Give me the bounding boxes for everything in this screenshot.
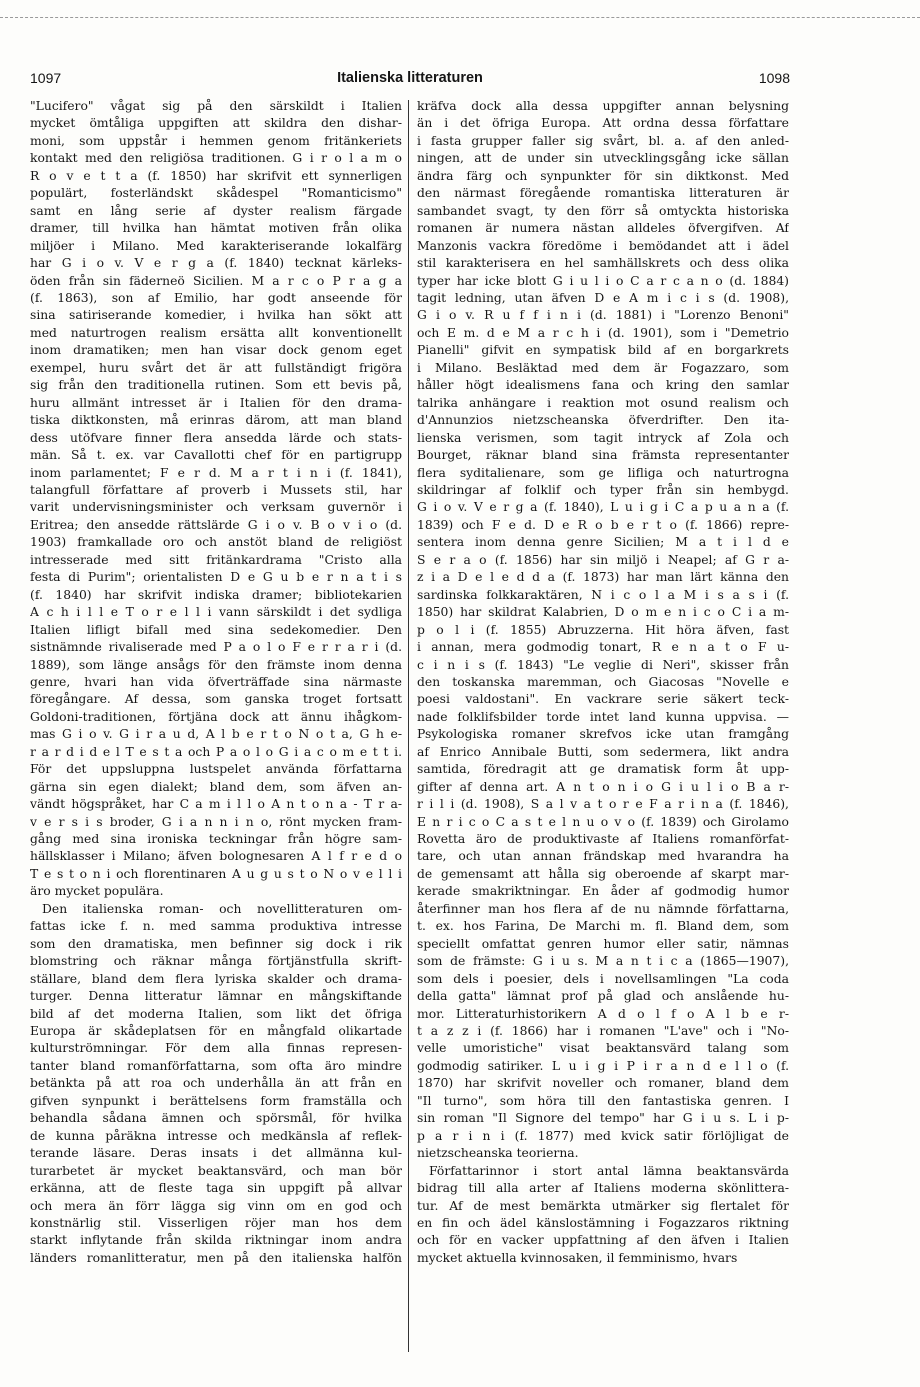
text-line: blomstring och räknar många förtjänstfulla skrift-	[30, 954, 402, 969]
text-line: huru allmänt intresset är i Italien för den drama-	[30, 395, 402, 410]
text-line: återfinner man hos flera af de nu nämnde författarna,	[417, 901, 789, 916]
text-line: E n r i c o C a s t e l n u o v o (f. 1839) och Girolamo	[417, 814, 789, 829]
text-line: p a r i n i (f. 1877) med kvick satir förlöjligat de	[417, 1128, 789, 1143]
text-line: med naturtrogen realism ersätta allt konventionellt	[30, 325, 402, 340]
text-line: än i det öfriga Europa. Att ordna dessa författare	[417, 116, 789, 131]
text-line: dramer, till hvilka han hämtat motiven från olika	[30, 221, 402, 236]
text-line: tagit ledning, utan äfven D e A m i c i s (d. 1908),	[417, 290, 789, 305]
text-line: inom dramatiken; men han visar dock genom eget	[30, 343, 402, 358]
text-line: lienska verismen, som tagit intryck af Zola och	[417, 430, 789, 445]
text-line: i annan, mera godmodig tonart, R e n a t o F u-	[417, 640, 789, 655]
text-line: öden från sin fäderneö Sicilien. M a r c o P r a g a	[30, 273, 402, 288]
text-line: tur. Af de mest bemärkta utmärker sig flertalet för	[417, 1198, 789, 1213]
text-line: della gatta" lämnat prof på glad och anslående hu-	[417, 989, 789, 1004]
text-line: hällsklasser i Milano; äfven bolognesaren A l f r e d o	[30, 849, 402, 864]
text-line: populärt, fosterländskt skådespel "Romanticismo"	[30, 186, 402, 201]
text-line: ändra färg och synpunkter för sin diktkonst. Med	[417, 168, 789, 183]
text-line: speciellt omfattat genren humor eller satir, nämnas	[417, 936, 789, 951]
text-line: (f. 1863), son af Emilio, har godt anseende för	[30, 290, 402, 305]
text-line: 1839) och F e d. D e R o b e r t o (f. 1866) repre-	[417, 517, 789, 532]
text-line: har G i o v. V e r g a (f. 1840) tecknat kärleks-	[30, 256, 402, 271]
text-line: godmodig satiriker. L u i g i P i r a n d e l l o (f.	[417, 1058, 789, 1073]
text-line: Författarinnor i stort antal lämna beaktansvärda	[429, 1163, 789, 1178]
text-line: sambandet svagt, ty den förr så omtyckta historiska	[417, 203, 789, 218]
text-line: typer har icke blott G i u l i o C a r c a n o (d. 1884)	[417, 273, 789, 288]
text-line: af Enrico Annibale Butti, som sedermera, likt andra	[417, 744, 789, 759]
text-line: kerade smakriktningar. En åder af godmodig humor	[417, 884, 789, 899]
text-line: ställare, bland dem flera lyriska skalder och drama-	[30, 971, 402, 986]
text-line: samtida, föredragit att ge dramatisk form åt upp-	[417, 762, 789, 777]
text-line: nade folklifsbilder torde intet land kunna uppvisa. —	[417, 709, 789, 724]
page-number-right: 1098	[758, 70, 790, 86]
text-line: Pianelli" gifvit en sympatisk bild af en borgarkrets	[417, 343, 789, 358]
text-line: Italien lifligt bifall med sina sedekomedier. Den	[30, 622, 402, 637]
text-line: S e r a o (f. 1856) har sin miljö i Neapel; af G r a-	[417, 552, 789, 567]
text-line: Eritrea; den ansedde rättslärde G i o v. B o v i o (d.	[30, 517, 402, 532]
text-line: exempel, huru svårt det är att fullständigt frigöra	[30, 360, 402, 375]
column-divider	[408, 100, 409, 1352]
text-line: terande läsare. Deras insats i det allmänna kul-	[30, 1146, 402, 1161]
text-line: kontakt med den religiösa traditionen. G i r o l a m o	[30, 151, 402, 166]
text-line: z i a D e l e d d a (f. 1873) har man lärt känna den	[417, 570, 789, 585]
text-line: i Milano. Besläktad med dem är Fogazzaro, som	[417, 360, 789, 375]
text-line: t. ex. hos Farina, De Marchi m. fl. Bland dem, som	[417, 919, 789, 934]
text-line: sistnämnde rivaliserade med P a o l o F e r r a r i (d.	[30, 640, 402, 655]
text-line: varit undervisningsminister och verksam guvernör i	[30, 500, 402, 515]
text-line: gifven synpunkt i berättelsens form framställa och	[30, 1093, 402, 1108]
text-line: de kunna påräkna intresse och medkänsla af reflek-	[30, 1128, 402, 1143]
text-line: turger. Denna litteratur lämnar en mångskiftande	[30, 989, 402, 1004]
text-line: kulturströmningar. För dem alla finnas represen-	[30, 1041, 402, 1056]
text-line: Den italienska roman- och novellitteraturen om-	[42, 901, 402, 916]
text-line: som dels i poesier, dels i novellsamlingen "La coda	[417, 971, 789, 986]
text-line: och E m. d e M a r c h i (d. 1901), som i "Demetrio	[417, 325, 789, 340]
text-line: miljöer i Milano. Med karakteriserande lokalfärg	[30, 238, 402, 253]
text-line: de gemensamt att hålla sig oberoende af skarpt mar-	[417, 866, 789, 881]
text-line: Psykologiska romaner skrefvos icke utan framgång	[417, 727, 789, 742]
text-line: r a r d i d e l T e s t a och P a o l o G i a c o m e t t i.	[30, 744, 402, 759]
text-line: G i o v. R u f f i n i (d. 1881) i "Lorenzo Benoni"	[417, 308, 789, 323]
text-line: mor. Litteraturhistorikern A d o l f o A l b e r-	[417, 1006, 789, 1021]
text-line: 1850) har skildrat Kalabrien, D o m e n i c o C i a m-	[417, 605, 789, 620]
text-line: mycket aktuella kvinnosaken, il femminismo, hvars	[417, 1250, 738, 1265]
text-line: sardinska folkkaraktären, N i c o l a M i s a s i (f.	[417, 587, 789, 602]
text-line: "Lucifero" vågat sig på den särskildt i Italien	[30, 99, 402, 113]
text-line: c i n i s (f. 1843) "Le veglie di Neri", skisser från	[417, 657, 789, 672]
text-line: d'Annunzios nietzscheanska öfverdrifter. Den ita-	[417, 413, 789, 428]
text-line: bild af det moderna Italien, som likt det öfriga	[30, 1006, 402, 1021]
text-line: ningen, att de under sin utvecklingsgång icke sällan	[417, 151, 789, 166]
text-line: Europa är skådeplatsen för en mångfald olikartade	[30, 1024, 402, 1039]
text-line: romanen är numera nästan alldeles öfvergifven. Af	[417, 221, 789, 236]
text-line: festa di Purim"; orientalisten D e G u b e r n a t i s	[30, 570, 402, 585]
text-line: Manzonis vackra föredöme i bemödandet att i ädel	[417, 238, 789, 253]
text-line: tiska diktkonsten, må erinras därom, att man bland	[30, 413, 402, 428]
text-line: moni, som uppstår i hemmen genom fritänkeriets	[30, 133, 402, 148]
text-line: G i o v. V e r g a (f. 1840), L u i g i C a p u a n a (f.	[417, 500, 789, 515]
text-line: 1903) framkallade oro och anstöt bland de religiöst	[30, 535, 402, 550]
left-column	[30, 98, 402, 1267]
text-line: håller högt idealismens fana och kring den samlar	[417, 378, 789, 393]
text-line: För det uppsluppna lustspelet använda författarna	[30, 762, 402, 777]
right-column	[417, 98, 789, 1267]
text-line: turarbetet är mycket beaktansvärd, och man bör	[30, 1163, 402, 1178]
text-line: fattas icke f. n. med samma produktiva intresse	[30, 919, 402, 934]
text-line: 1870) har skrifvit noveller och romaner, bland dem	[417, 1076, 789, 1091]
text-line: t a z z i (f. 1866) har i romanen "L'ave" och i "No-	[417, 1024, 789, 1039]
text-line: stil karakterisera en hel samhällskrets och dess olika	[417, 256, 789, 271]
text-line: dess utöfvare finner flera ansedda lärde och stats-	[30, 430, 402, 445]
text-line: "Il turno", som höra till den fantastiska genren. I	[417, 1093, 789, 1108]
text-line: (f. 1840) har skrifvit indiska dramer; bibliotekarien	[30, 587, 402, 602]
text-line: länders romanlitteratur, men på den italienska halfön	[30, 1250, 402, 1265]
text-line: behandla sådana ämnen och spörsmål, för hvilka	[30, 1111, 402, 1126]
text-line: en fin och ädel känslostämning i Fogazzaros riktning	[417, 1216, 789, 1230]
text-line: R o v e t t a (f. 1850) har skrifvit ett synnerligen	[30, 168, 402, 183]
text-line: samt en lång serie af dyster realism färgade	[30, 203, 402, 218]
text-line: gifter af denna art. A n t o n i o G i u l i o B a r-	[417, 779, 789, 794]
text-line: konstnärlig stil. Visserligen röjer man hos dem	[30, 1216, 402, 1230]
text-line: och för en vacker uppfattning af den äfven i Italien	[417, 1233, 789, 1248]
text-line: flera syditalienare, som ge lifliga och naturtrogna	[417, 465, 789, 480]
text-line: 1889), som länge ansågs för den främste inom denna	[30, 657, 402, 672]
text-line: Bourget, räknar bland sina främsta representanter	[417, 448, 789, 463]
text-line: den toskanska maremman, och Giacosas "Novelle e	[417, 674, 789, 689]
text-line: sentera inom denna genre Sicilien; M a t i l d e	[417, 535, 789, 550]
text-line: bidrag till alla arter af Italiens moderna skönlittera-	[417, 1181, 789, 1196]
text-line: v e r s i s broder, G i a n n i n o, rönt mycken fram-	[30, 814, 402, 829]
text-line: A c h i l l e T o r e l l i vann särskildt i det sydliga	[30, 605, 402, 620]
text-line: T e s t o n i och florentinaren A u g u s t o N o v e l l i	[30, 866, 402, 881]
text-line: velle umoristiche" visat beaktansvärd talang som	[417, 1041, 789, 1056]
page-header	[30, 70, 790, 90]
text-line: gärna sin egen dialekt; bland dem, som äfven an-	[30, 779, 402, 794]
text-line: genre, hvari han vida öfverträffade sina närmaste	[30, 674, 402, 689]
text-line: män. Så t. ex. var Cavallotti chef för en partigrupp	[30, 448, 402, 463]
top-rule	[0, 17, 920, 18]
text-line: tanter bland romanförfattarna, som ofta äro mindre	[30, 1058, 402, 1073]
text-line: äro mycket populära.	[30, 884, 164, 899]
text-line: som de främste: G i u s. M a n t i c a (1865—1907),	[417, 954, 789, 969]
text-line: mycket ömtåliga uppgiften att skildra den dishar-	[30, 116, 402, 131]
text-line: föregångare. Af dessa, som ganska troget fortsatt	[30, 692, 402, 707]
text-line: sina satiriserande komedier, i hvilka han sökt att	[30, 308, 402, 323]
text-line: starkt inflytande från skilda riktningar inom andra	[30, 1233, 402, 1248]
text-line: kräfva dock alla dessa uppgifter annan belysning	[417, 99, 789, 113]
page-number-left: 1097	[30, 70, 62, 86]
text-line: erkänna, att de fleste taga sin uppgift på allvar	[30, 1181, 402, 1196]
text-line: den närmast föregående romantiska litteraturen är	[417, 186, 789, 201]
text-line: som den dramatiska, men befinner sig dock i rik	[30, 936, 402, 951]
text-line: och mera än förr lägga sig vinn om en god och	[30, 1198, 402, 1213]
text-line: i fasta grupper faller sig svårt, bl. a. af den anled-	[417, 133, 789, 148]
text-line: poesi valdostani". En vackrare serie säkert teck-	[417, 692, 789, 707]
text-line: talrika anhängare i reaktion mot osund realism och	[417, 395, 789, 410]
running-title: Italienska litteraturen	[337, 70, 483, 86]
text-line: mas G i o v. G i r a u d, A l b e r t o N o t a, G h e-	[30, 727, 402, 742]
text-line: Rovetta äro de produktivaste af Italiens romanförfat-	[417, 832, 789, 847]
text-line: talangfull författare af proverb i Mussets stil, har	[30, 482, 402, 497]
text-line: sin roman "Il Signore del tempo" har G i u s. L i p-	[417, 1111, 789, 1126]
text-line: inom parlamentet; F e r d. M a r t i n i (f. 1841),	[30, 465, 402, 480]
text-line: p o l i (f. 1855) Abruzzerna. Hit höra äfven, fast	[417, 622, 789, 637]
text-line: skildringar af folklif och typer från sin hembygd.	[417, 482, 789, 497]
text-line: r i l i (d. 1908), S a l v a t o r e F a r i n a (f. 1846),	[417, 797, 789, 812]
text-line: nietzscheanska teorierna.	[417, 1146, 579, 1161]
text-line: betänkta på att roa och underhålla än att från en	[30, 1076, 402, 1091]
text-line: tare, och utan annan frändskap med hvarandra ha	[417, 849, 789, 864]
text-line: sig från den traditionella rutinen. Som ett bevis på,	[30, 378, 402, 393]
text-line: intresserade med sitt fritänkardrama "Cristo alla	[30, 552, 402, 567]
text-line: vändt högspråket, har C a m i l l o A n t o n a - T r a-	[30, 797, 402, 812]
text-line: Goldoni-traditionen, förtjäna dock att ännu ihågkom-	[30, 709, 402, 724]
text-line: gång med sina ironiska teckningar från högre sam-	[30, 832, 402, 847]
